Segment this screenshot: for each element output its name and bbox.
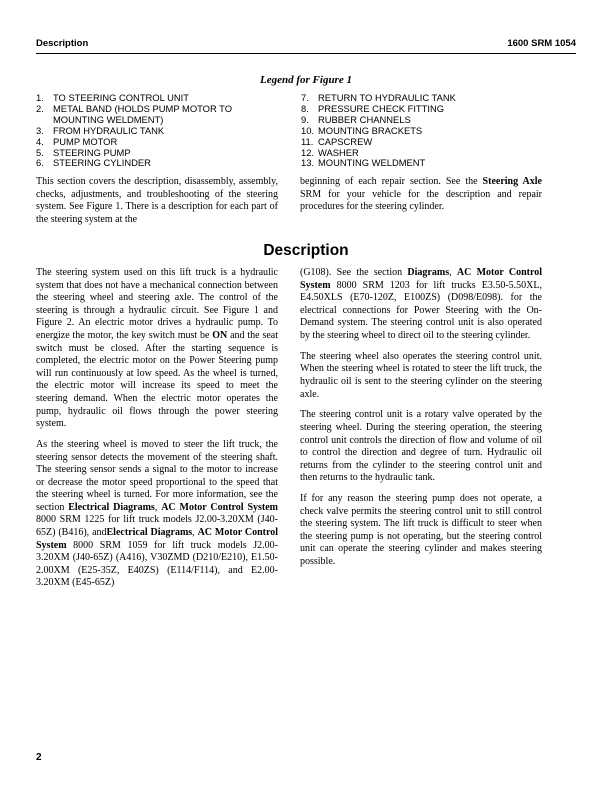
text-run: and the seat switch must be closed. After the starting sequence is completed, the electric motor on the Power Steering pump will run continuously at low speed. As the wheel is turned, the electric motor will increase its speed to meet the steering demand. When the electric motor operates the pump, hydraulic oil flows through the power steering system.	[36, 329, 278, 430]
text-run: If for any reason the steering pump does not operate, a check valve permits the steering control unit to still control the steering system. The lift truck is difficult to steer when the steering pump is not operating, but the steering control unit can operate the steering cylinder and makes steering possible.	[300, 493, 542, 568]
intro-paragraph-left	[36, 176, 278, 226]
bold-reference: AC Motor Control System	[300, 267, 543, 291]
text-run: ,	[154, 501, 162, 513]
legend-item-number: 13.	[301, 157, 315, 169]
text-run: 8000 SRM 1225 for lift truck models J2.00-3.20XM (J40-65Z) (B416), and	[36, 514, 278, 539]
bold-reference: ON	[212, 329, 228, 341]
text-run: The steering wheel also operates the steering control unit. When the steering wheel is rotated to steer the lift truck, the hydraulic oil is sent to the steering cylinder on the steering axle.	[300, 350, 542, 400]
legend-item-number: 12.	[301, 146, 315, 158]
legend-item-number: 7.	[301, 92, 309, 103]
legend-item	[36, 126, 281, 137]
legend-item-text: FROM HYDRAULIC TANK	[53, 124, 165, 136]
legend-item-number: 8.	[301, 102, 309, 114]
body-column-right	[300, 267, 542, 577]
legend-item-text: CAPSCREW	[318, 135, 373, 147]
intro-text-left	[36, 176, 278, 235]
bold-reference: AC Motor Control System	[36, 527, 278, 551]
legend-item-text: STEERING CYLINDER	[53, 157, 151, 169]
text-run: ,	[449, 267, 457, 278]
legend-item-number: 1.	[36, 92, 44, 103]
running-header-section: Description	[36, 38, 89, 49]
body-paragraph	[300, 493, 542, 569]
legend-item	[301, 126, 561, 137]
bold-reference: AC Motor Control System	[161, 501, 278, 513]
legend-item	[36, 158, 281, 169]
bold-reference: Steering Axle	[482, 176, 542, 187]
body-paragraph	[300, 351, 542, 401]
legend-item-number: 11.	[301, 135, 314, 147]
legend-item-text: STEERING PUMP	[53, 146, 131, 158]
bold-reference: Electrical Diagrams	[106, 527, 193, 539]
legend-item	[36, 137, 281, 148]
legend-title: Legend for Figure 1	[260, 74, 352, 86]
body-paragraph	[36, 439, 278, 590]
body-paragraph	[300, 409, 542, 485]
legend-item-text: MOUNTING WELDMENT	[318, 157, 426, 169]
body-column-left	[36, 267, 278, 598]
legend-item	[301, 158, 561, 169]
text-run: 8000 SRM 1203 for lift trucks E3.50-5.50XL, E4.50XLS (E70-120Z, E100ZS) (D098/E098). for the electrical connections for Power Steering with the On-Demand system. The steering control unit is also operated by the steering wheel to direct oil to the steering cylinder.	[300, 279, 542, 341]
text-run: This section covers the description, disassembly, assembly, checks, adjustments, and troubleshooting of the steering system. See Figure 1. There is a description for each part of the steering system at the	[36, 176, 278, 225]
legend-item	[301, 137, 561, 148]
header-rule	[36, 53, 576, 54]
legend-item-text: METAL BAND (HOLDS PUMP MOTOR TO MOUNTING WELDMENT)	[53, 102, 233, 125]
legend-item-text: PUMP MOTOR	[53, 135, 118, 147]
text-run: (G108). See the section	[300, 267, 408, 278]
running-header-doc-number: 1600 SRM 1054	[507, 38, 576, 49]
text-run: 8000 SRM 1059 for lift truck models J2.00-3.20XM (J40-65Z) (A416), V30ZMD (D210/E210), E1.50-2.00XM (E25-35Z, E40ZS) (E114/F114), and E2.00-3.20XM (E45-65Z)	[36, 539, 278, 589]
legend-item-number: 5.	[36, 146, 44, 158]
body-paragraph	[300, 267, 542, 343]
section-heading: Description	[263, 242, 349, 259]
legend-item-text: PRESSURE CHECK FITTING	[318, 102, 445, 114]
text-run: The steering control unit is a rotary valve operated by the steering wheel. During the steering operation, the steering control unit controls the direction of flow and volume of oil to control the direction and degree of turn. Hydraulic oil returns from the cylinder to the steering control unit and then returns to the hydraulic tank.	[300, 409, 542, 484]
legend-item-number: 9.	[301, 113, 309, 125]
legend-item-number: 6.	[36, 157, 44, 169]
text-run: SRM for your vehicle for the description and repair procedures for the steering cylinder.	[300, 188, 542, 213]
legend-list-right	[301, 93, 561, 169]
text-run: beginning of each repair section. See the	[300, 176, 483, 187]
legend-item-text: RETURN TO HYDRAULIC TANK	[318, 92, 456, 103]
legend-item-text: MOUNTING BRACKETS	[318, 124, 423, 136]
intro-text-right	[300, 176, 542, 222]
legend-item-text: TO STEERING CONTROL UNIT	[53, 92, 189, 103]
legend-item-number: 10.	[301, 124, 315, 136]
text-run: The steering system used on this lift truck is a hydraulic system that does not have a mechanical connection between the steering wheel and steering axle. The control of the steering is through a hydraulic circuit. See Figure 1 and Figure 2. An electric motor drives a hydraulic pump. To energize the motor, the key switch must be	[36, 267, 278, 341]
legend-item-number: 3.	[36, 124, 44, 136]
legend-item-text: WASHER	[318, 146, 359, 158]
bold-reference: Electrical Diagrams	[68, 501, 155, 513]
legend-item-number: 4.	[36, 135, 44, 147]
legend-item-number: 2.	[36, 102, 44, 114]
legend-item-text: RUBBER CHANNELS	[318, 113, 411, 125]
body-paragraph	[36, 267, 278, 431]
text-run: As the steering wheel is moved to steer the lift truck, the steering sensor detects the movement of the steering shaft. The steering sensor sends a signal to the motor to increase or decrease the motor speed proportional to the speed that the steering wheel is turned. For more information, see the section	[36, 438, 278, 513]
text-run: ,	[192, 527, 198, 539]
legend-item	[36, 104, 281, 126]
intro-paragraph-right	[300, 176, 542, 214]
page-number: 2	[36, 752, 42, 763]
legend-list-left	[36, 93, 281, 169]
bold-reference: Diagrams	[407, 267, 450, 278]
